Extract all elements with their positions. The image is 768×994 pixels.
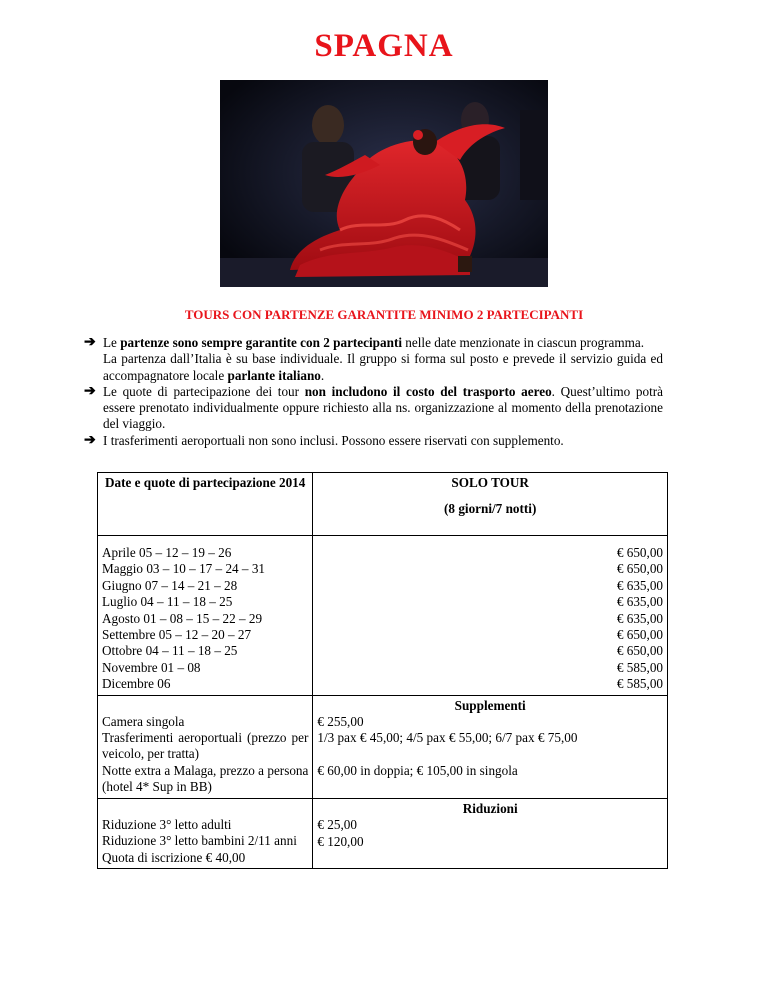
table-row-riduzioni	[98, 798, 668, 868]
info-bullet-list	[84, 335, 663, 449]
supplement-value: € 60,00 in doppia; € 105,00 in singola	[317, 762, 518, 778]
guaranteed-departures-subtitle: TOURS CON PARTENZE GARANTITE MINIMO 2 PARTECIPANTI	[184, 307, 584, 322]
supplement-label: Camera singola	[102, 713, 185, 729]
price-value: € 635,00	[616, 610, 663, 626]
supplementi-labels	[98, 695, 313, 798]
riduzioni-values	[313, 798, 668, 868]
bullet-departures	[84, 335, 663, 384]
riduzioni-labels	[98, 798, 313, 868]
date-row: Aprile 05 – 12 – 19 – 26	[102, 545, 232, 560]
arrow-icon: ➔	[84, 383, 96, 399]
price-value: € 585,00	[616, 676, 663, 692]
dates-list	[98, 536, 313, 696]
tour-duration-label: (8 giorni/7 notti)	[444, 501, 537, 517]
table-row-supplementi	[98, 695, 668, 798]
bullet-transfers-text: I trasferimenti aeroportuali non sono inclusi. Possono essere riservati con supplemento.	[103, 432, 564, 448]
price-value: € 650,00	[616, 643, 663, 659]
price-value: € 650,00	[616, 627, 663, 643]
bullet-air-transport-text: Le quote di partecipazione dei tour non includono il costo del trasporto aereo. Quest’ultimo potrà essere prenotato individualmente oppure richiesto alla ns. organizzazione al momento della prenotazione del viaggio.	[103, 383, 663, 432]
date-row: Novembre 01 – 08	[102, 659, 201, 675]
supplementi-title: Supplementi	[454, 697, 526, 713]
price-value: € 650,00	[616, 545, 663, 560]
bullet-departures-text: Le partenze sono sempre garantite con 2 partecipanti nelle date menzionate in ciascun programma.	[103, 335, 645, 350]
prices-table	[97, 472, 668, 869]
bullet-transfers	[84, 432, 663, 449]
date-row: Ottobre 04 – 11 – 18 – 25	[102, 643, 238, 659]
registration-fee: Quota di iscrizione € 40,00	[102, 849, 246, 865]
reduction-label: Riduzione 3° letto adulti	[102, 816, 232, 832]
page-title: SPAGNA	[314, 28, 454, 64]
arrow-icon: ➔	[84, 432, 96, 448]
bullet-departures-detail: La partenza dall’Italia è su base individuale. Il gruppo si forma sul posto e prevede il servizio guida ed accompagnatore locale parlante italiano.	[103, 351, 663, 383]
date-row: Giugno 07 – 14 – 21 – 28	[102, 577, 238, 593]
supplement-value: 1/3 pax € 45,00; 4/5 pax € 55,00; 6/7 pax € 75,00	[317, 730, 578, 746]
date-row: Luglio 04 – 11 – 18 – 25	[102, 594, 233, 610]
supplement-label: Trasferimenti aeroportuali (prezzo per veicolo, per tratta)	[102, 730, 309, 762]
supplement-label: Notte extra a Malaga, prezzo a persona (hotel 4* Sup in BB)	[102, 762, 309, 795]
price-value: € 585,00	[616, 659, 663, 675]
reduction-value: € 25,00	[317, 817, 357, 833]
supplement-value: € 255,00	[317, 714, 364, 730]
solo-tour-label: SOLO TOUR	[451, 475, 529, 490]
arrow-icon: ➔	[84, 335, 96, 350]
date-row: Maggio 03 – 10 – 17 – 24 – 31	[102, 561, 266, 577]
bullet-air-transport	[84, 383, 663, 433]
date-row: Settembre 05 – 12 – 20 – 27	[102, 627, 252, 643]
price-value: € 635,00	[616, 594, 663, 610]
header-dates: Date e quote di partecipazione 2014	[98, 473, 313, 536]
reduction-value: € 120,00	[317, 833, 364, 849]
table-header-row	[98, 473, 668, 536]
price-value: € 635,00	[616, 577, 663, 593]
riduzioni-title: Riduzioni	[462, 800, 518, 816]
photo-illustration	[220, 80, 548, 287]
reduction-label: Riduzione 3° letto bambini 2/11 anni	[102, 833, 297, 849]
price-value: € 650,00	[616, 561, 663, 577]
date-row: Dicembre 06	[102, 676, 171, 692]
date-row: Agosto 01 – 08 – 15 – 22 – 29	[102, 610, 263, 626]
table-row-dates	[98, 536, 668, 696]
prices-list	[313, 536, 668, 696]
supplementi-values	[313, 695, 668, 798]
flamenco-dancer-photo	[220, 80, 548, 287]
header-solo-tour	[313, 473, 668, 536]
